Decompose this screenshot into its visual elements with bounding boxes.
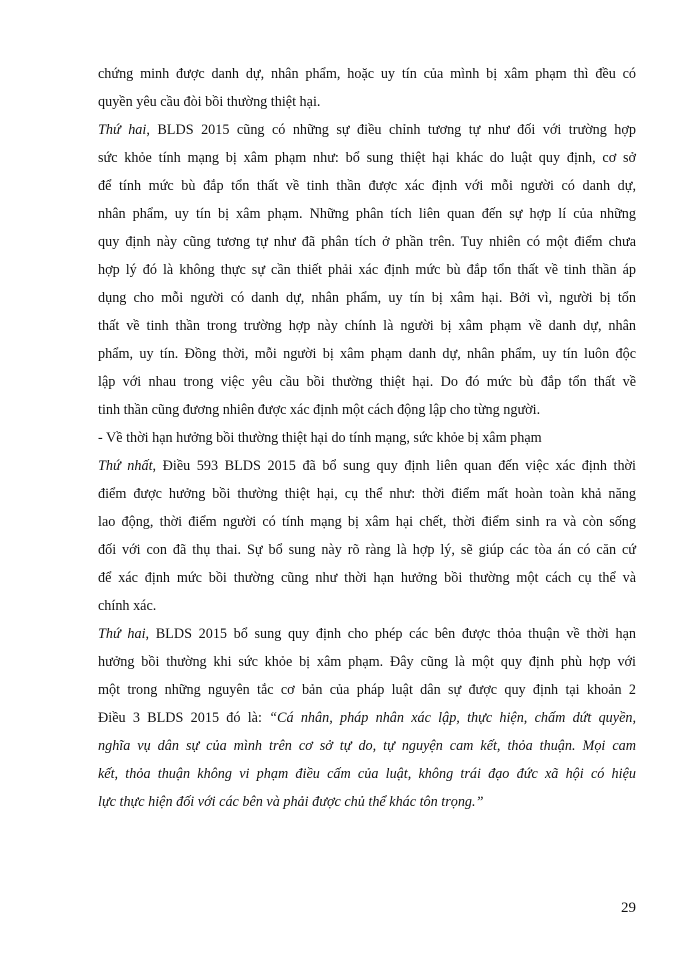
text-run: để xác định mức bồi thường cũng như thời hạn hưởng bồi thường một cách cụ thể và bbox=[98, 570, 636, 586]
text-line bbox=[98, 340, 636, 368]
text-run: hưởng bồi thường khi sức khỏe bị xâm phạm. Đây cũng là một quy định phù hợp với bbox=[98, 654, 636, 670]
text-run: sức khỏe tính mạng bị xâm phạm như: bổ sung thiệt hại khác do luật quy định, cơ sở bbox=[98, 150, 636, 166]
text-line bbox=[98, 312, 636, 340]
text-run: chính xác. bbox=[98, 598, 157, 614]
text-line bbox=[98, 536, 636, 564]
text-line bbox=[98, 284, 636, 312]
italic-text: Thứ hai bbox=[98, 122, 147, 138]
text-line bbox=[98, 564, 636, 592]
page-number: 29 bbox=[621, 900, 636, 916]
text-run: thất về tinh thần trong trường hợp này chính là người bị xâm phạm về danh dự, nhân bbox=[98, 318, 636, 334]
text-run: đối với con đã thụ thai. Sự bổ sung này rõ ràng là hợp lý, sẽ giúp các tòa án có căn cứ bbox=[98, 542, 636, 558]
text-run: lập với nhau trong việc yêu cầu bồi thường thiệt hại. Do đó mức bù đắp tổn thất về bbox=[98, 374, 636, 390]
text-line bbox=[98, 704, 636, 732]
text-line bbox=[98, 424, 636, 452]
text-run: điểm được hưởng bồi thường thiệt hại, cụ thể như: thời điểm mất hoàn toàn khả năng bbox=[98, 486, 636, 502]
text-line bbox=[98, 60, 636, 88]
text-line bbox=[98, 648, 636, 676]
text-run: quy định này cũng tương tự như đã phân tích ở phần trên. Tuy nhiên có một điểm chưa bbox=[98, 234, 636, 250]
text-run: dụng cho mỗi người có danh dự, nhân phẩm, uy tín bị xâm hại. Bởi vì, người bị tổn bbox=[98, 290, 636, 306]
text-run: để tính mức bù đắp tổn thất về tinh thần được xác định với mỗi người có danh dự, bbox=[98, 178, 636, 194]
text-line bbox=[98, 760, 636, 788]
text-run: quyền yêu cầu đòi bồi thường thiệt hại. bbox=[98, 94, 321, 110]
text-line bbox=[98, 732, 636, 760]
text-line bbox=[98, 200, 636, 228]
italic-text: “Cá nhân, pháp nhân xác lập, thực hiện, chấm dứt quyền, bbox=[269, 710, 637, 726]
text-line bbox=[98, 88, 636, 116]
text-line bbox=[98, 172, 636, 200]
italic-text: kết, thỏa thuận không vi phạm điều cấm của luật, không trái đạo đức xã hội có hiệu bbox=[98, 766, 636, 782]
text-run: , Điều 593 BLDS 2015 đã bổ sung quy định liên quan đến việc xác định thời bbox=[152, 458, 636, 474]
text-line bbox=[98, 396, 636, 424]
text-line bbox=[98, 256, 636, 284]
text-line bbox=[98, 452, 636, 480]
body-text bbox=[98, 60, 636, 816]
text-run: tinh thần cũng đương nhiên được xác định một cách động lập cho từng người. bbox=[98, 402, 541, 418]
text-line bbox=[98, 620, 636, 648]
text-run: nhân phẩm, uy tín bị xâm phạm. Những phân tích liên quan đến sự hợp lí của những bbox=[98, 206, 636, 222]
italic-text: nghĩa vụ dân sự của mình trên cơ sở tự do, tự nguyện cam kết, thỏa thuận. Mọi cam bbox=[98, 738, 636, 754]
italic-text: Thứ hai bbox=[98, 626, 146, 642]
text-line bbox=[98, 144, 636, 172]
text-line bbox=[98, 228, 636, 256]
text-line bbox=[98, 368, 636, 396]
text-line bbox=[98, 592, 636, 620]
text-line bbox=[98, 116, 636, 144]
text-line bbox=[98, 508, 636, 536]
text-line bbox=[98, 788, 636, 816]
text-run: , BLDS 2015 cũng có những sự điều chỉnh tương tự như đối với trường hợp bbox=[146, 122, 636, 138]
text-run: phẩm, uy tín. Đồng thời, mỗi người bị xâm phạm danh dự, nhân phẩm, uy tín luôn độc bbox=[98, 346, 636, 362]
italic-text: Thứ nhất bbox=[98, 458, 153, 474]
text-run: chứng minh được danh dự, nhân phẩm, hoặc uy tín của mình bị xâm phạm thì đều có bbox=[98, 66, 636, 82]
text-line bbox=[98, 676, 636, 704]
text-run: hợp lý đó là không thực sự cần thiết phải xác định mức bù đắp tổn thất về tinh thần áp bbox=[98, 262, 636, 278]
text-run: một trong những nguyên tắc cơ bản của pháp luật dân sự được quy định tại khoản 2 bbox=[98, 682, 636, 698]
italic-text: lực thực hiện đối với các bên và phải được chủ thể khác tôn trọng.” bbox=[98, 794, 484, 810]
text-line bbox=[98, 480, 636, 508]
text-run: - Về thời hạn hưởng bồi thường thiệt hại do tính mạng, sức khỏe bị xâm phạm bbox=[98, 430, 542, 446]
text-run: Điều 3 BLDS 2015 đó là: bbox=[98, 710, 270, 726]
text-run: , BLDS 2015 bổ sung quy định cho phép các bên được thỏa thuận về thời hạn bbox=[145, 626, 636, 642]
text-run: lao động, thời điểm người có tính mạng bị xâm hại chết, thời điểm sinh ra và còn sống bbox=[98, 514, 636, 530]
